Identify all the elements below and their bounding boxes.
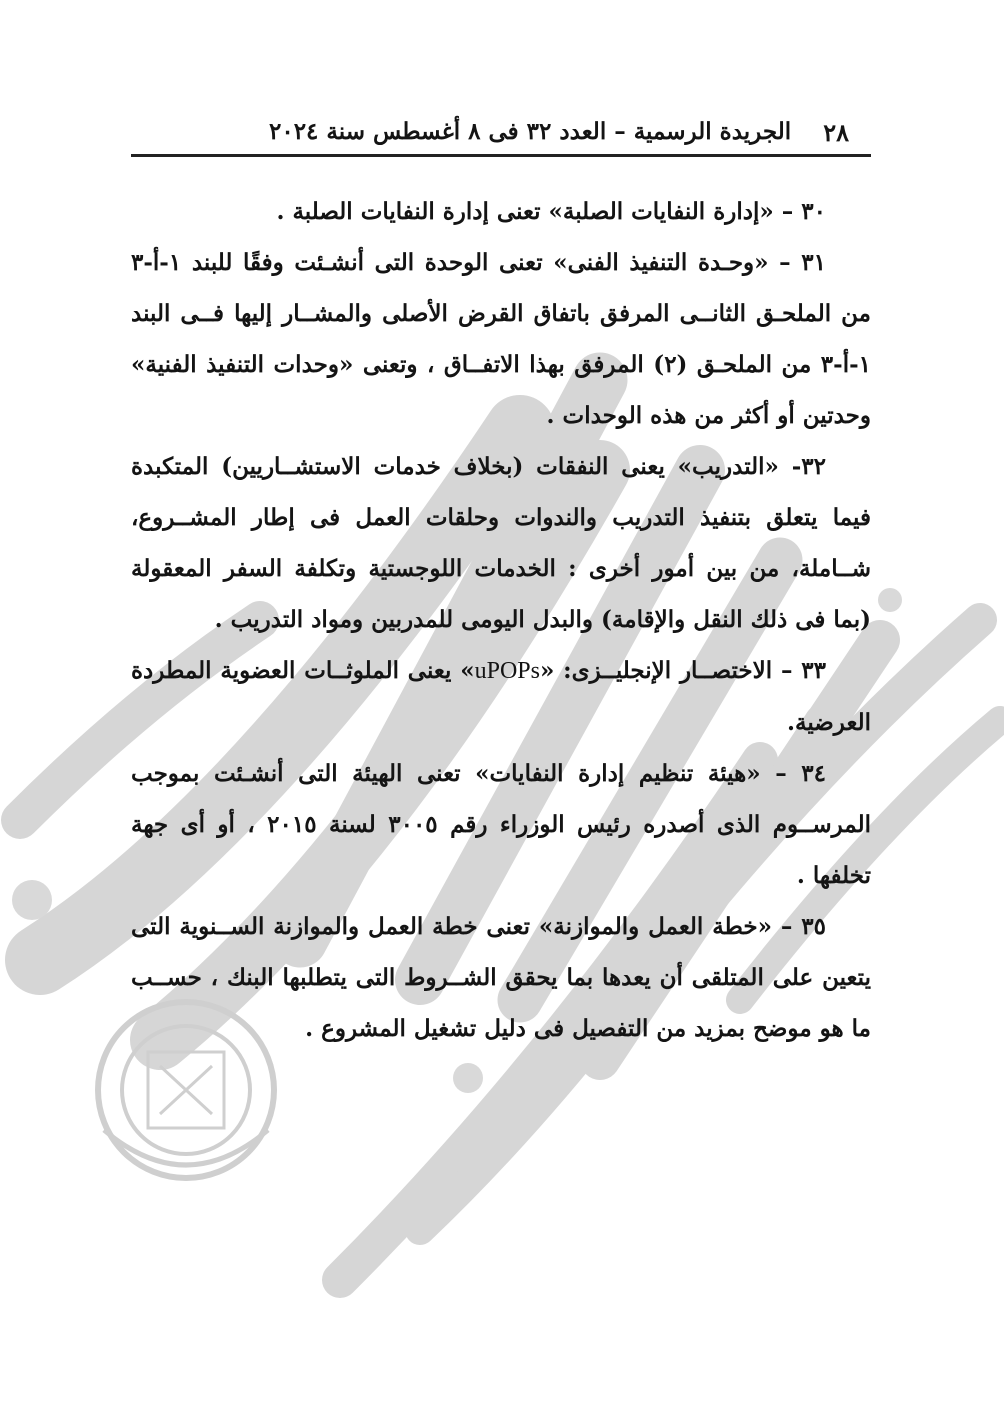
page-header (131, 112, 871, 152)
clause-32: ٣٢- «التدريب» يعنى النفقات (بخلاف خدمات الاستشــاريين) المتكبدة فيما يتعلق بتنفيذ التدريب والندوات وحلقات العمل فى إطار المشــروع، شــاملة، من بين أمور أخرى : الخدمات اللوجستية وتكلفة السفر المعقولة (بما فى ذلك النقل والإقامة) والبدل اليومى للمدربين ومواد التدريب . (131, 453, 871, 633)
clause-33-rest: » يعنى الملوثــات العضوية المطردة العرضية. (131, 657, 871, 736)
clause-33 (131, 645, 871, 748)
clause-33-acronym: uPOPs (474, 658, 540, 684)
running-title: الجريدة الرسمية – العدد ٣٢ فى ٨ أغسطس سنة ٢٠٢٤ (269, 118, 792, 145)
clause-35: ٣٥ – «خطة العمل والموازنة» تعنى خطة العمل والموازنة الســنوية التى يتعين على المتلقى أن يعدها بما يحقق الشــروط التى يتطلبها البنك ، حســب ما هو موضح بمزيد من التفصيل فى دليل تشغيل المشروع . (131, 913, 871, 1042)
clause-31: ٣١ – «وحـدة التنفيذ الفنى» تعنى الوحدة التى أنشـئت وفقًا للبند ١-أ-٣ من الملحـق الثانــى المرفق باتفاق القرض الأصلى والمشــار إليها فــى البند ١-أ-٣ من الملحـق (٢) المرفق بهذا الاتفــاق ، وتعنى «وحدات التنفيذ الفنية» وحدتين أو أكثر من هذه الوحدات . (131, 249, 871, 429)
header-divider (131, 154, 871, 157)
clause-33-lead: ٣٣ – الاختصــار الإنجليــزى: « (539, 657, 827, 684)
page-number: ٢٨ (823, 118, 849, 147)
document-body (131, 186, 871, 1054)
clause-30: ٣٠ – «إدارة النفايات الصلبة» تعنى إدارة النفايات الصلبة . (276, 198, 826, 225)
clause-34: ٣٤ – «هيئة تنظيم إدارة النفايات» تعنى الهيئة التى أنشـئت بموجب المرســوم الذى أصدره رئيس الوزراء رقم ٣٠٠٥ لسنة ٢٠١٥ ، أو أى جهة تخلفها . (131, 760, 871, 889)
